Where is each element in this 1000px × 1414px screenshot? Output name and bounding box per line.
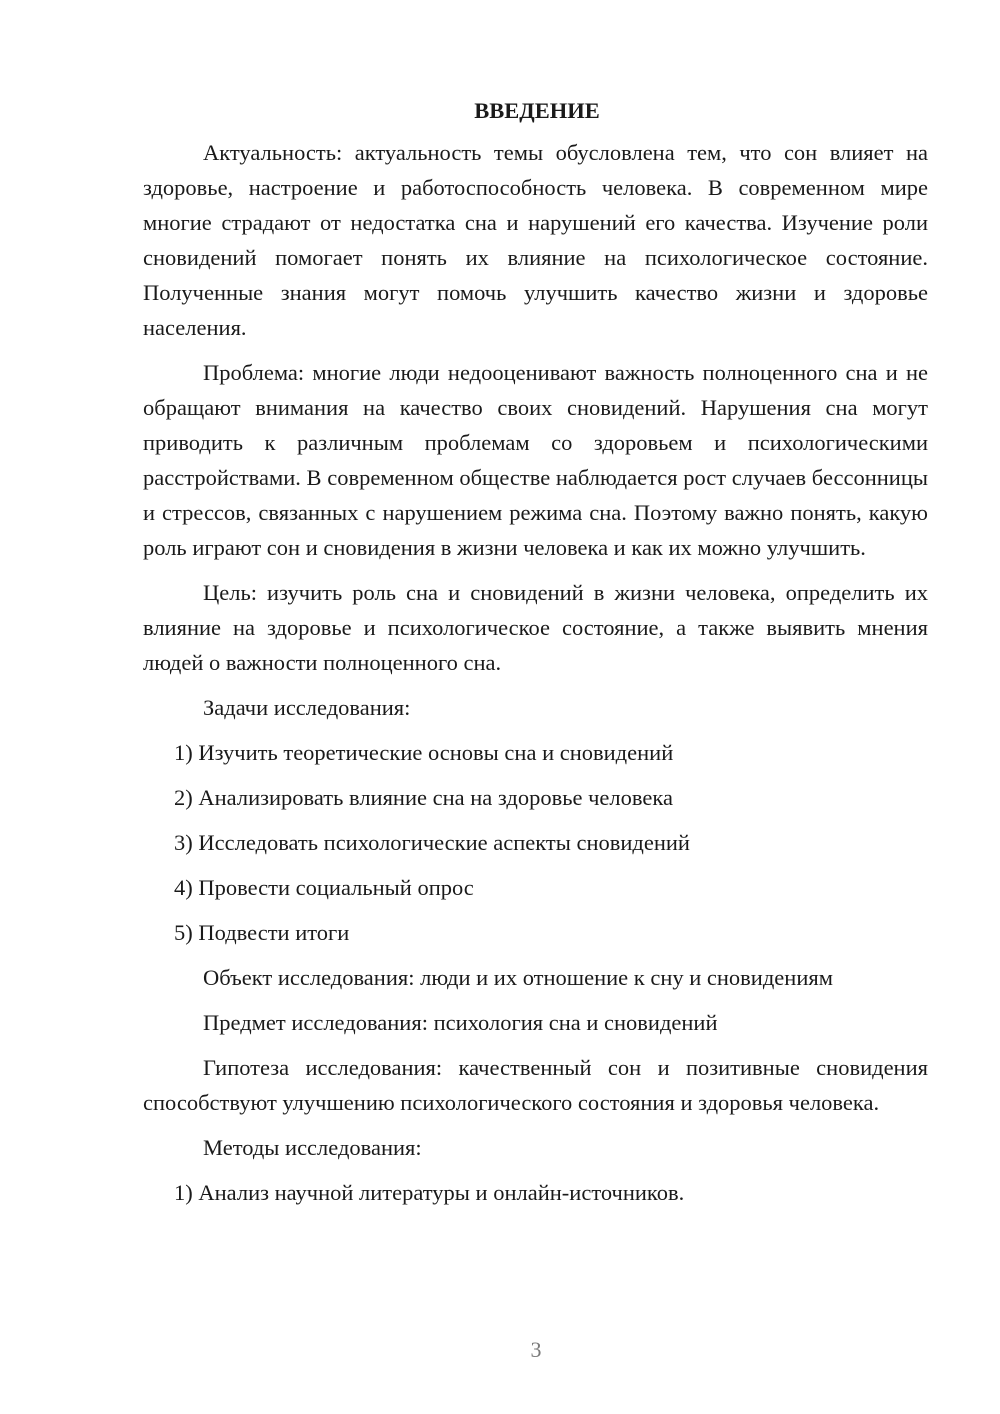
tasks-heading: Задачи исследования:	[203, 695, 411, 720]
goal-paragraph: Цель: изучить роль сна и сновидений в жизни человека, определить их влияние на здоровье и психологическое состояние, а также выявить мнения людей о важности полноценного сна.	[143, 580, 928, 675]
task-item-2: 2) Анализировать влияние сна на здоровье человека	[174, 785, 673, 810]
research-object: Объект исследования: люди и их отношение к сну и сновидениям	[203, 965, 833, 990]
task-item-4: 4) Провести социальный опрос	[174, 875, 474, 900]
section-title: ВВЕДЕНИЕ	[474, 98, 600, 123]
task-item-5: 5) Подвести итоги	[174, 920, 350, 945]
relevance-paragraph: Актуальность: актуальность темы обусловлена тем, что сон влияет на здоровье, настроение и работоспособность человека. В современном мире многие страдают от недостатка сна и нарушений его качества. Изучение роли сновидений помогает понять их влияние на психологическое состояние. Полученные знания могут помочь улучшить качество жизни и здоровье населения.	[143, 140, 928, 340]
task-item-3: 3) Исследовать психологические аспекты сновидений	[174, 830, 690, 855]
page-number: 3	[530, 1337, 542, 1362]
task-item-1: 1) Изучить теоретические основы сна и сновидений	[174, 740, 674, 765]
hypothesis-paragraph: Гипотеза исследования: качественный сон и позитивные сновидения способствуют улучшению психологического состояния и здоровья человека.	[143, 1055, 928, 1115]
methods-heading: Методы исследования:	[203, 1135, 422, 1160]
method-item-1: 1) Анализ научной литературы и онлайн-источников.	[174, 1180, 685, 1205]
research-subject: Предмет исследования: психология сна и сновидений	[203, 1010, 718, 1035]
problem-paragraph: Проблема: многие люди недооценивают важность полноценного сна и не обращают внимания на качество своих сновидений. Нарушения сна могут приводить к различным проблемам со здоровьем и психологическими расстройствами. В современном обществе наблюдается рост случаев бессонницы и стрессов, связанных с нарушением режима сна. Поэтому важно понять, какую роль играют сон и сновидения в жизни человека и как их можно улучшить.	[143, 360, 928, 560]
document-body	[143, 93, 928, 1210]
